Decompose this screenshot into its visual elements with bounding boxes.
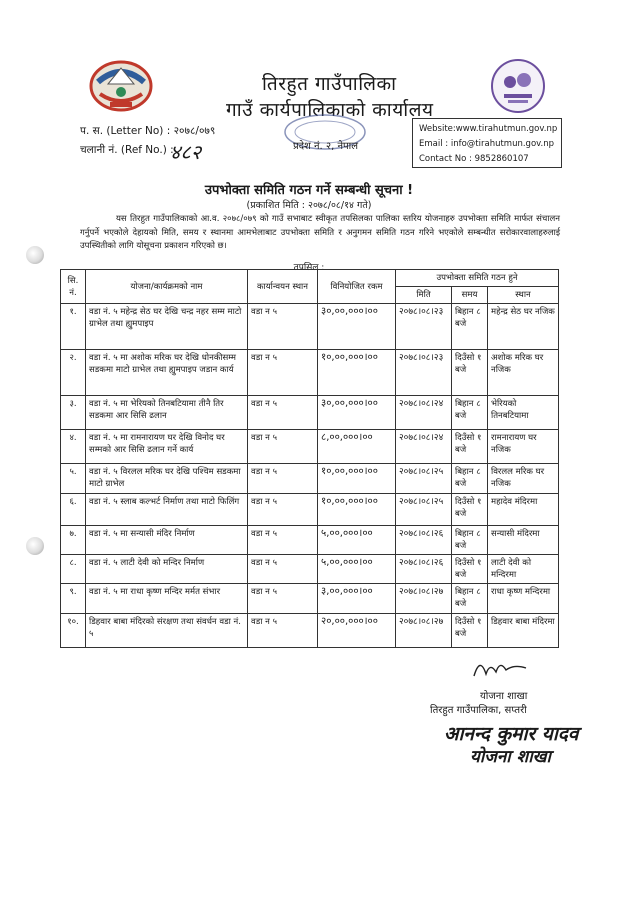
table-row [61,396,559,430]
officer-stamp-section: योजना शाखा [470,747,551,767]
row-place: महेन्द्र सेठ घर नजिक [488,304,559,350]
row-time: बिहान ८ बजे [452,304,488,350]
header-name: योजना/कार्यक्रमको नाम [86,270,248,304]
row-sn: १. [61,304,86,350]
table-row [61,350,559,396]
email-text: Email : info@tirahutmun.gov.np [419,139,555,149]
row-date: २०७८।०८।२४ [396,396,452,430]
row-project-name: वडा नं. ५ मा सन्यासी मंदिर निर्माण [86,526,248,555]
section-name: योजना शाखा [480,691,528,702]
table-row [61,526,559,555]
header-amount: विनियोजित रकम [318,270,396,304]
row-location: वडा न ५ [248,555,318,584]
row-place: अशोक मरिक घर नजिक [488,350,559,396]
table-row [61,494,559,526]
row-time: बिहान ८ बजे [452,584,488,614]
row-sn: ४. [61,430,86,464]
row-sn: २. [61,350,86,396]
row-location: वडा न ५ [248,430,318,464]
row-date: २०७८।०८।२५ [396,464,452,494]
row-time: बिहान ८ बजे [452,526,488,555]
row-place: महादेव मंदिरमा [488,494,559,526]
contact-box [412,118,562,168]
ref-number-label: चलानी नं. (Ref No.) : [80,144,174,156]
row-location: वडा न ५ [248,464,318,494]
municipality-logo-icon [490,58,546,114]
row-project-name: वडा नं. ५ मा रामनारायण घर देखि विनोद घर सम्मको आर सिसि ढलान गर्ने कार्य [86,430,248,464]
punch-hole-icon [26,246,44,264]
row-project-name: वडा नं. ५ विरलल मरिक घर देखि पश्चिम सडकमा माटो ग्राभेल [86,464,248,494]
header-place: स्थान [488,287,559,304]
notice-title: उपभोक्ता समिति गठन गर्ने सम्बन्धी सूचना ! [204,183,414,198]
row-date: २०७८।०८।२६ [396,526,452,555]
row-time: दिउँसो १ बजे [452,494,488,526]
row-project-name: वडा नं. ५ मा अशोक मरिक घर देखि धोनकीसम्म सडकमा माटो ग्राभेल तथा ह्युमपाइप जडान कार्य [86,350,248,396]
nepal-emblem-icon [86,56,156,114]
table-row [61,304,559,350]
row-date: २०७८।०८।२६ [396,555,452,584]
row-sn: ७. [61,526,86,555]
province-label: प्रदेश नं. २, नेपाल [293,141,359,152]
header-time: समय [452,287,488,304]
row-place: डिहवार बाबा मंदिरमा [488,614,559,648]
row-amount: १०,००,०००।०० [318,464,396,494]
officer-stamp-name: आनन्द कुमार यादव [444,723,579,745]
phone-text: Contact No : 9852860107 [419,154,529,164]
row-amount: १०,००,०००।०० [318,350,396,396]
row-place: रामनारायण घर नजिक [488,430,559,464]
office-name: तिरहुत गाउँपालिका [262,73,397,95]
header-location: कार्यान्वयन स्थान [248,270,318,304]
signature-icon [470,652,530,682]
row-location: वडा न ५ [248,396,318,430]
tapsil-label: तपसिल : [293,263,325,273]
row-location: वडा न ५ [248,350,318,396]
row-location: वडा न ५ [248,614,318,648]
row-sn: ८. [61,555,86,584]
row-amount: ५,००,०००।०० [318,555,396,584]
row-date: २०७८।०८।२३ [396,350,452,396]
row-sn: ९. [61,584,86,614]
office-address: तिरहुत गाउँपालिका, सप्तरी [430,705,527,716]
office-subtitle: गाउँ कार्यपालिकाको कार्यालय [226,99,434,121]
row-location: वडा न ५ [248,304,318,350]
row-date: २०७८।०८।२३ [396,304,452,350]
row-amount: २०,००,०००।०० [318,614,396,648]
punch-hole-icon [26,537,44,555]
row-place: सन्यासी मंदिरमा [488,526,559,555]
row-amount: ८,००,०००।०० [318,430,396,464]
table-row [61,584,559,614]
table-row [61,555,559,584]
row-amount: ३,००,०००।०० [318,584,396,614]
row-date: २०७८।०८।२४ [396,430,452,464]
header-sn: सि. नं. [61,270,86,304]
row-project-name: वडा नं. ५ मा राधा कृष्ण मन्दिर मर्मत संभार [86,584,248,614]
website-text: Website:www.tirahutmun.gov.np [419,124,558,134]
row-project-name: डिहवार बाबा मंदिरकाे संरक्षण तथा संवर्धन वडा नं. ५ [86,614,248,648]
row-time: बिहान ८ बजे [452,396,488,430]
header-committee: उपभोक्ता समिति गठन हुने [396,270,559,287]
row-time: बिहान ८ बजे [452,464,488,494]
row-place: भेरियको तिनबटियामा [488,396,559,430]
row-time: दिउँसो १ बजे [452,614,488,648]
row-sn: १०. [61,614,86,648]
row-date: २०७८।०८।२५ [396,494,452,526]
row-amount: ३०,००,०००।०० [318,304,396,350]
published-date: (प्रकाशित मिति : २०७८/०८/१४ गते) [246,200,372,211]
row-sn: ६. [61,494,86,526]
row-amount: ५,००,०००।०० [318,526,396,555]
row-location: वडा न ५ [248,526,318,555]
row-place: राधा कृष्ण मन्दिरमा [488,584,559,614]
row-sn: ३. [61,396,86,430]
row-sn: ५. [61,464,86,494]
row-date: २०७८।०८।२७ [396,614,452,648]
row-project-name: वडा नं. ५ महेन्द्र सेठ घर देखि चन्द्र नहर सम्म माटो ग्राभेल तथा ह्युमपाइप [86,304,248,350]
row-location: वडा न ५ [248,494,318,526]
row-time: दिउँसो १ बजे [452,430,488,464]
table-row [61,464,559,494]
ref-number-value: ४८२ [170,140,202,164]
row-time: दिउँसो १ बजे [452,350,488,396]
table-row [61,614,559,648]
notice-body: यस तिरहुत गाउँपालिकाको आ.व. २०७८/०७९ को गाउँ सभाबाट स्वीकृत तपसिलका पालिका स्तरिय योजनाहरु उपभोक्ता समिति मार्फत संचालन गर्नुपर्ने भएकोले देहायको मिति, समय र स्थानमा आमभेलाबाट उपभोक्ता समिति र अनुगमन समिति गठन गरिने भएकोले सम्बन्धीत सरोकारवालाहरुलाई उपस्थितीको लागि योसूचना प्रकाशन गरिएको छ। [80,214,560,251]
row-place: विरलल मरिक घर नजिक [488,464,559,494]
row-time: दिउँसो १ बजे [452,555,488,584]
row-location: वडा न ५ [248,584,318,614]
row-project-name: वडा नं. ५ लाटी देवी को मन्दिर निर्माण [86,555,248,584]
row-project-name: वडा नं. ५ मा भेरियको तिनबटियामा तीनै तिर सडकमा आर सिसि ढलान [86,396,248,430]
letter-number: प. स. (Letter No) : २०७८/०७९ [80,125,216,137]
row-place: लाटी देवी को मन्दिरमा [488,555,559,584]
row-amount: १०,००,०००।०० [318,494,396,526]
table-row [61,430,559,464]
row-amount: ३०,००,०००।०० [318,396,396,430]
schedule-table [60,269,559,648]
header-date: मिति [396,287,452,304]
row-project-name: वडा नं. ५ स्लाब कल्भर्ट निर्माण तथा माटो फिलिंग [86,494,248,526]
row-date: २०७८।०८।२७ [396,584,452,614]
